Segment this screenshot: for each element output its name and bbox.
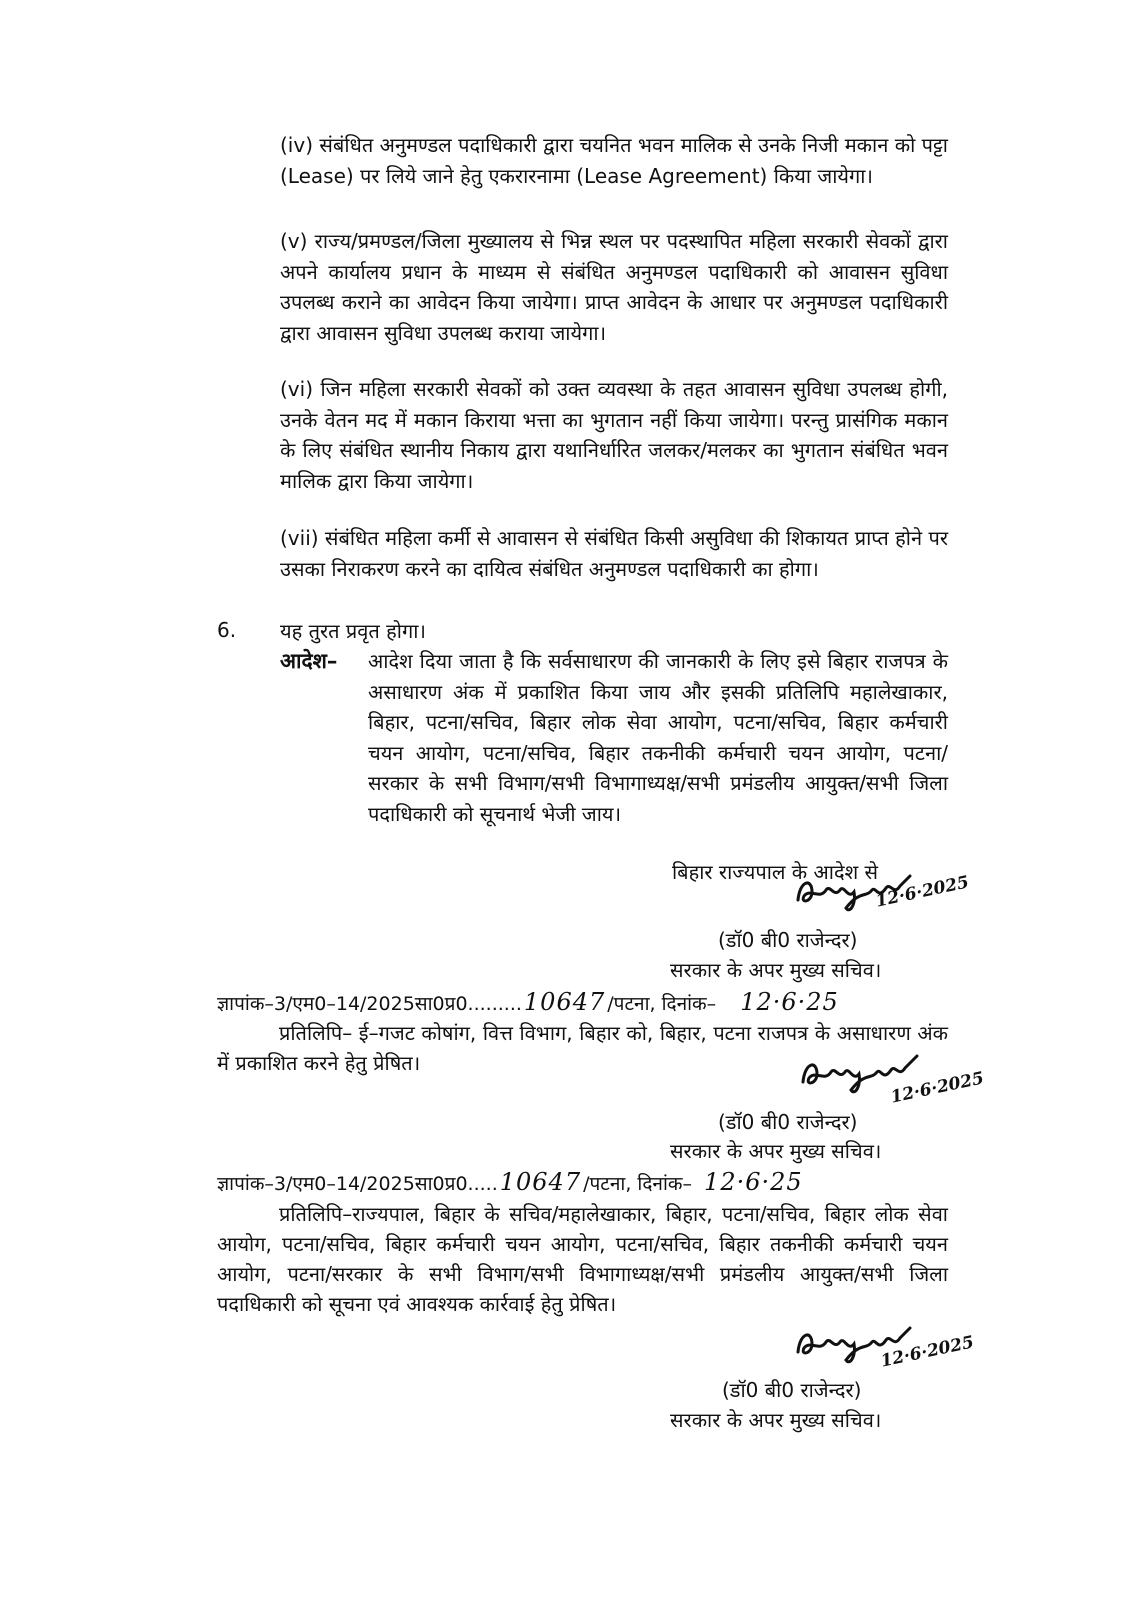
memo-2-place: /पटना, दिनांक–	[583, 1173, 692, 1195]
clause-vii: (vii) संबंधित महिला कर्मी से आवासन से संबंधित किसी असुविधा की शिकायत प्राप्त होने पर उसका निराकरण करने का दायित्व संबंधित अनुमण्डल पदाधिकारी का होगा।	[280, 526, 948, 581]
memo-1-copy: प्रतिलिपि– ई–गजट कोषांग, वित्त विभाग, बिहार को, बिहार, पटना राजपत्र के असाधारण अंक में प्रकाशित करने हेतु प्रेषित।	[217, 1021, 948, 1075]
clause-iv: (iv) संबंधित अनुमण्डल पदाधिकारी द्वारा चयनित भवन मालिक से उनके निजी मकान को पट्टा (Lease) पर लिये जाने हेतु एकरारनामा (Lease Agreement) किया जायेगा।	[280, 133, 948, 188]
order-label: आदेश–	[280, 649, 338, 673]
signature-2-date: 12·6·2025	[888, 1068, 986, 1108]
memo-2-date: 12·6·25	[704, 1168, 803, 1196]
memo-1-line: ज्ञापांक–3/एम0–14/2025सा0प्र0.........10647 /पटना, दिनांक– 12·6·25	[217, 988, 839, 1016]
signatory-designation-2: सरकार के अपर मुख्य सचिव।	[670, 1139, 882, 1163]
clause-vi: (vi) जिन महिला सरकारी सेवकों को उक्त व्यवस्था के तहत आवासन सुविधा उपलब्ध होगी, उनके वेतन मद में मकान किराया भत्ता का भुगतान नहीं किया जायेगा। परन्तु प्रासंगिक मकान के लिए संबंधित स्थानीय निकाय द्वारा यथानिर्धारित जलकर/मलकर का भुगतान संबंधित भवन मालिक द्वारा किया जायेगा।	[280, 377, 948, 493]
signatory-name-2: (डॉ0 बी0 राजेन्दर)	[718, 1110, 858, 1134]
signature-3-date: 12·6·2025	[878, 1332, 976, 1372]
clause-v: (v) राज्य/प्रमण्डल/जिला मुख्यालय से भिन्न स्थल पर पदस्थापित महिला सरकारी सेवकों द्वारा अपने कार्यालय प्रधान के माध्यम से संबंधित अनुमण्डल पदाधिकारी को आवासन सुविधा उपलब्ध कराने का आवेदन किया जायेगा। प्राप्त आवेदन के आधार पर अनुमण्डल पदाधिकारी द्वारा आवासन सुविधा उपलब्ध कराया जायेगा।	[280, 229, 948, 345]
governor-order: बिहार राज्यपाल के आदेश से	[672, 860, 879, 884]
order-text: आदेश दिया जाता है कि सर्वसाधारण की जानकारी के लिए इसे बिहार राजपत्र के असाधारण अंक में प्रकाशित किया जाय और इसकी प्रतिलिपि महालेखाकार, बिहार, पटना/सचिव, बिहार लोक सेवा आयोग, पटना/सचिव, बिहार कर्मचारी चयन आयोग, पटना/सचिव, बिहार तकनीकी कर्मचारी चयन आयोग, पटना/सरकार के सभी विभाग/सभी विभागाध्यक्ष/सभी प्रमंडलीय आयुक्त/सभी जिला पदाधिकारी को सूचनार्थ भेजी जाय।	[368, 649, 948, 826]
memo-1-place: /पटना, दिनांक–	[607, 993, 717, 1015]
memo-1-prefix: ज्ञापांक–3/एम0–14/2025सा0प्र0	[217, 993, 468, 1015]
point-text: यह तुरत प्रवृत होगा।	[280, 619, 426, 643]
memo-1-number: 10647	[523, 988, 606, 1016]
memo-2-prefix: ज्ञापांक–3/एम0–14/2025सा0प्र0	[217, 1173, 468, 1195]
memo-2-copy: प्रतिलिपि–राज्यपाल, बिहार के सचिव/महालेखाकार, बिहार, पटना/सचिव, बिहार लोक सेवा आयोग, पटना/सचिव, बिहार कर्मचारी चयन आयोग, पटना/सचिव, बिहार तकनीकी कर्मचारी चयन आयोग, पटना/सरकार के सभी विभाग/सभी विभागाध्यक्ष/सभी प्रमंडलीय आयुक्त/सभी जिला पदाधिकारी को सूचना एवं आवश्यक कार्रवाई हेतु प्रेषित।	[217, 1202, 948, 1316]
memo-2-line: ज्ञापांक–3/एम0–14/2025सा0प्र0.....10647 /पटना, दिनांक– 12·6·25	[217, 1168, 803, 1196]
point-number: 6.	[217, 618, 237, 642]
signature-1-date: 12·6·2025	[873, 872, 971, 912]
signatory-designation-1: सरकार के अपर मुख्य सचिव।	[670, 958, 882, 982]
memo-2-number: 10647	[499, 1168, 582, 1196]
signatory-name-3: (डॉ0 बी0 राजेन्दर)	[722, 1378, 862, 1402]
signatory-designation-3: सरकार के अपर मुख्य सचिव।	[670, 1408, 882, 1432]
signatory-name-1: (डॉ0 बी0 राजेन्दर)	[718, 928, 858, 952]
memo-1-date: 12·6·25	[740, 988, 839, 1016]
